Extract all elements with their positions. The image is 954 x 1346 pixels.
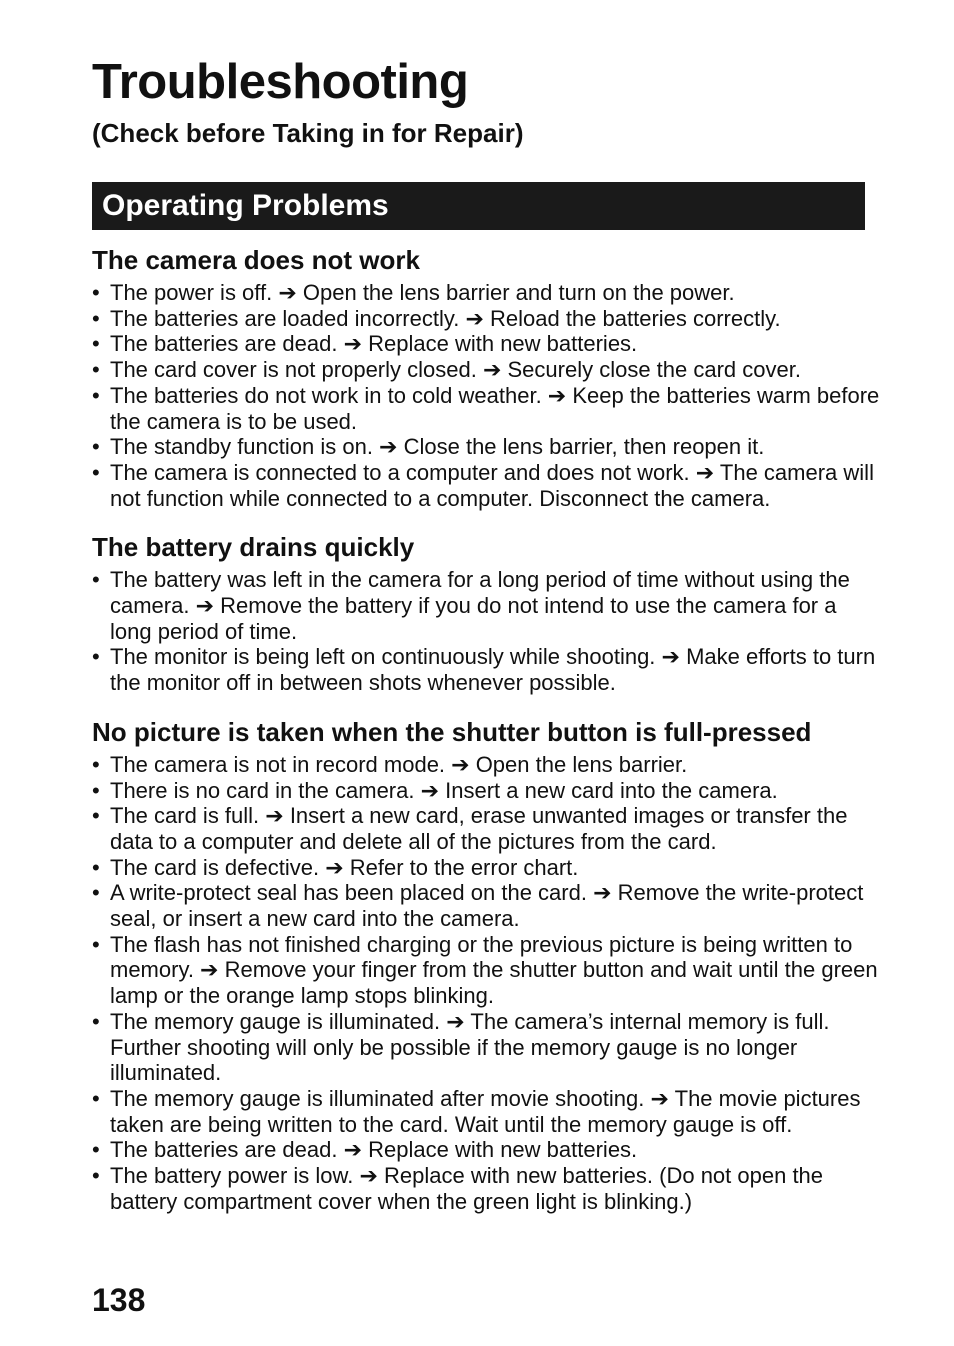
list-item: • The batteries are dead. ➔ Replace with new batteries. xyxy=(92,1137,882,1163)
group-heading-battery-drains: The battery drains quickly xyxy=(92,532,415,563)
spacer xyxy=(92,696,882,712)
list-item: • A write-protect seal has been placed on the card. ➔ Remove the write-protect seal, or insert a new card into the camera. xyxy=(92,880,882,931)
page-number: 138 xyxy=(92,1282,146,1318)
list-item: • The camera is connected to a computer and does not work. ➔ The camera will not function while connected to a computer. Disconnect the camera. xyxy=(92,460,882,511)
spacer xyxy=(92,511,882,527)
section-title: Operating Problems xyxy=(102,189,389,222)
list-item: • The battery was left in the camera for a long period of time without using the camera. ➔ Remove the battery if you do not intend to use the camera for a long period of time. xyxy=(92,567,882,644)
list-item: • The power is off. ➔ Open the lens barrier and turn on the power. xyxy=(92,280,882,306)
list-item: • The camera is not in record mode. ➔ Open the lens barrier. xyxy=(92,752,882,778)
list-item: • The battery power is low. ➔ Replace with new batteries. (Do not open the battery compartment cover when the green light is blinking.) xyxy=(92,1163,882,1214)
group-heading-no-picture: No picture is taken when the shutter button is full-pressed xyxy=(92,716,812,747)
list-item: • The memory gauge is illuminated after movie shooting. ➔ The movie pictures taken are being written to the card. Wait until the memory gauge is off. xyxy=(92,1086,882,1137)
list-item: • The card cover is not properly closed. ➔ Securely close the card cover. xyxy=(92,357,882,383)
page-title: Troubleshooting xyxy=(92,55,469,109)
list-item: • The monitor is being left on continuously while shooting. ➔ Make efforts to turn the monitor off in between shots whenever possible. xyxy=(92,644,882,695)
no-picture-list xyxy=(92,752,882,1215)
list-item: • The memory gauge is illuminated. ➔ The camera’s internal memory is full. Further shooting will only be possible if the memory gauge is no longer illuminated. xyxy=(92,1009,882,1086)
camera-not-work-list xyxy=(92,280,882,511)
list-item: • The card is full. ➔ Insert a new card, erase unwanted images or transfer the data to a computer and delete all of the pictures from the card. xyxy=(92,803,882,854)
list-item: • The card is defective. ➔ Refer to the error chart. xyxy=(92,855,882,881)
battery-drains-list xyxy=(92,567,882,696)
page-subtitle: (Check before Taking in for Repair) xyxy=(92,118,524,148)
list-item: • There is no card in the camera. ➔ Insert a new card into the camera. xyxy=(92,778,882,804)
troubleshooting-content xyxy=(92,240,882,1215)
list-item: • The batteries are dead. ➔ Replace with new batteries. xyxy=(92,331,882,357)
list-item: • The flash has not finished charging or the previous picture is being written to memory. ➔ Remove your finger from the shutter button and wait until the green lamp or the orange lamp stops blinking. xyxy=(92,932,882,1009)
list-item: • The batteries do not work in to cold weather. ➔ Keep the batteries warm before the camera is to be used. xyxy=(92,383,882,434)
list-item: • The standby function is on. ➔ Close the lens barrier, then reopen it. xyxy=(92,434,882,460)
section-header-bar xyxy=(92,182,865,230)
list-item: • The batteries are loaded incorrectly. ➔ Reload the batteries correctly. xyxy=(92,306,882,332)
group-heading-camera-not-work: The camera does not work xyxy=(92,245,420,275)
